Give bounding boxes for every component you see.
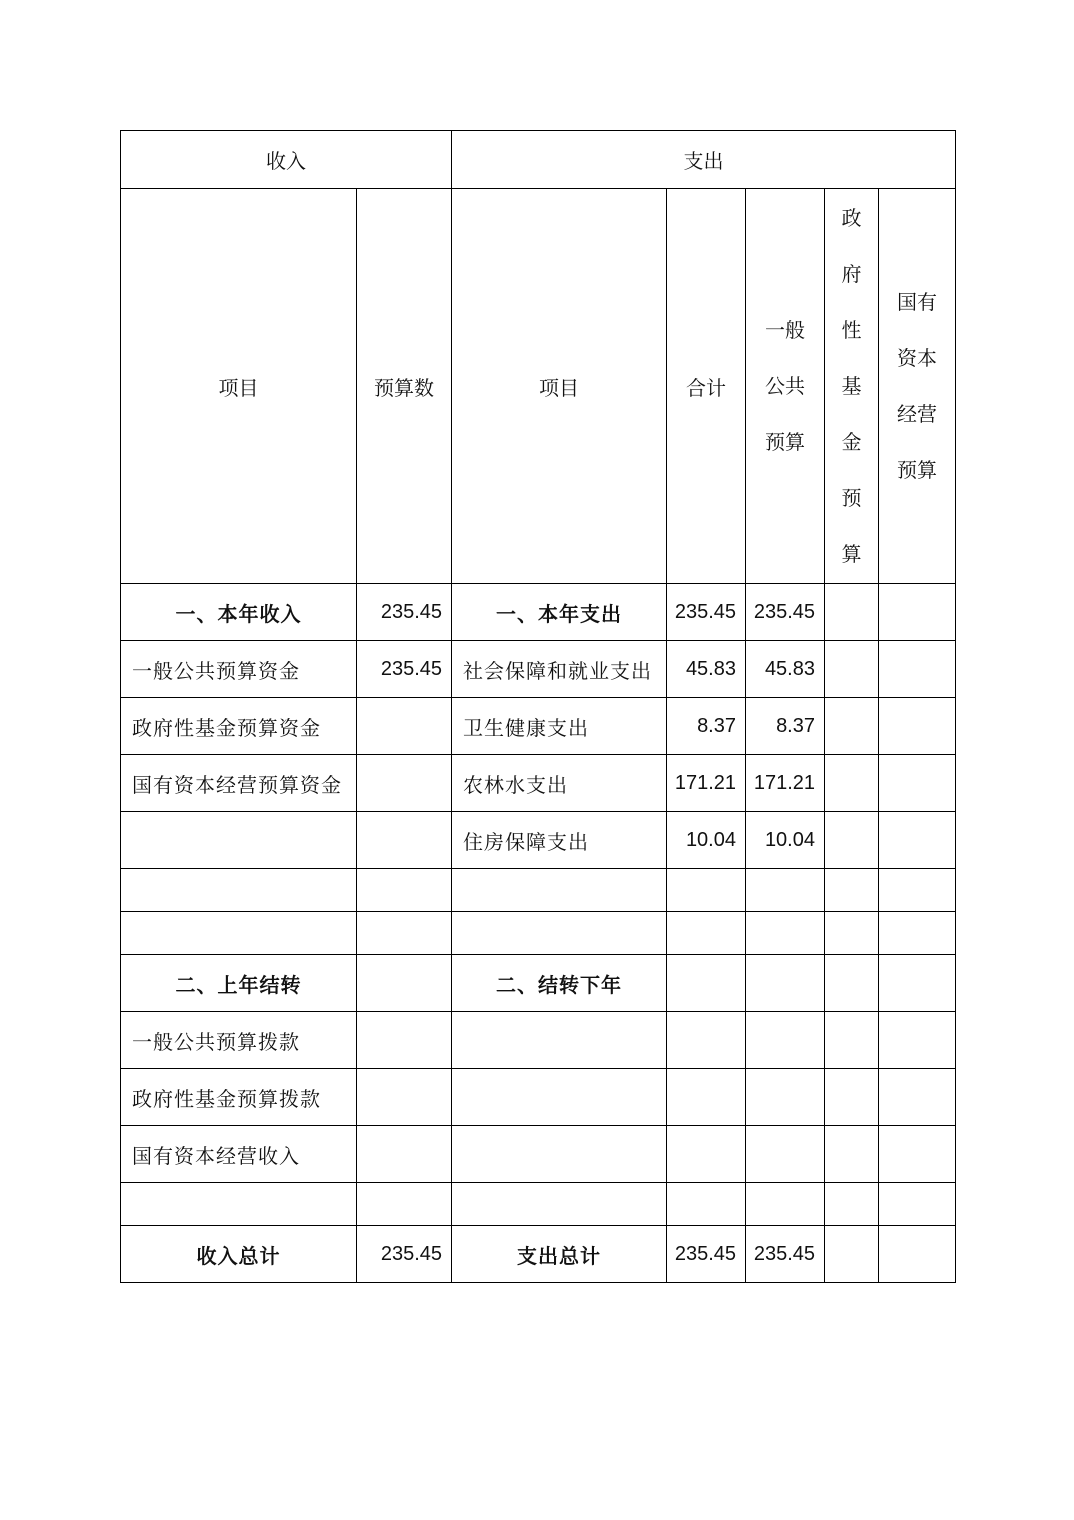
expense-fund-budget-cell [825, 1183, 879, 1226]
expense-total-cell [667, 869, 746, 912]
expense-state-capital-cell [879, 1126, 956, 1183]
income-item-cell: 一般公共预算拨款 [121, 1012, 357, 1069]
income-amount-cell: 235.45 [357, 584, 452, 641]
expense-item-header: 项目 [452, 189, 667, 584]
income-item-cell: 一般公共预算资金 [121, 641, 357, 698]
income-item-cell: 二、上年结转 [121, 955, 357, 1012]
general-budget-header [746, 189, 825, 584]
total-header: 合计 [667, 189, 746, 584]
state-capital-budget-header [879, 189, 956, 584]
expense-state-capital-cell [879, 1226, 956, 1283]
table-row [121, 955, 956, 1012]
expense-fund-budget-cell [825, 1226, 879, 1283]
expense-item-cell [452, 1183, 667, 1226]
table-row [121, 698, 956, 755]
expense-item-cell [452, 1126, 667, 1183]
expense-fund-budget-cell [825, 1012, 879, 1069]
income-item-cell: 政府性基金预算资金 [121, 698, 357, 755]
income-item-cell [121, 912, 357, 955]
expense-item-cell [452, 912, 667, 955]
expense-fund-budget-cell [825, 584, 879, 641]
expense-state-capital-cell [879, 869, 956, 912]
expense-fund-budget-cell [825, 698, 879, 755]
expense-general-budget-cell: 171.21 [746, 755, 825, 812]
income-amount-cell [357, 1183, 452, 1226]
expense-state-capital-cell [879, 1069, 956, 1126]
expense-state-capital-cell [879, 755, 956, 812]
expense-total-cell [667, 1012, 746, 1069]
expense-item-cell [452, 1069, 667, 1126]
income-amount-cell [357, 1069, 452, 1126]
income-amount-cell [357, 869, 452, 912]
expense-item-cell: 社会保障和就业支出 [452, 641, 667, 698]
income-item-cell: 政府性基金预算拨款 [121, 1069, 357, 1126]
budget-amount-header: 预算数 [357, 189, 452, 584]
expense-item-cell: 住房保障支出 [452, 812, 667, 869]
header-line: 政 [841, 206, 862, 230]
income-amount-cell [357, 1126, 452, 1183]
budget-table [120, 130, 956, 1283]
expense-fund-budget-cell [825, 755, 879, 812]
header-line: 基 [841, 374, 862, 398]
header-line: 预算 [765, 430, 805, 454]
expense-fund-budget-cell [825, 869, 879, 912]
expense-total-cell: 171.21 [667, 755, 746, 812]
income-amount-cell [357, 812, 452, 869]
expense-total-cell [667, 1126, 746, 1183]
expense-item-cell [452, 1012, 667, 1069]
expense-general-budget-cell [746, 1069, 825, 1126]
table-row [121, 641, 956, 698]
expense-total-cell [667, 955, 746, 1012]
header-line: 性 [841, 318, 862, 342]
table-row [121, 812, 956, 869]
income-item-cell: 国有资本经营预算资金 [121, 755, 357, 812]
expense-general-budget-cell: 10.04 [746, 812, 825, 869]
income-item-cell [121, 869, 357, 912]
expense-fund-budget-cell [825, 812, 879, 869]
income-item-cell [121, 812, 357, 869]
header-line: 经营 [897, 402, 938, 426]
header-line: 金 [841, 430, 862, 454]
expense-item-cell: 支出总计 [452, 1226, 667, 1283]
table-row [121, 1012, 956, 1069]
header-line: 府 [841, 262, 862, 286]
table-row [121, 869, 956, 912]
expense-general-budget-cell: 235.45 [746, 584, 825, 641]
expense-total-cell [667, 912, 746, 955]
income-amount-cell [357, 912, 452, 955]
header-line: 公共 [765, 374, 805, 398]
expense-total-cell [667, 1183, 746, 1226]
expense-item-cell: 卫生健康支出 [452, 698, 667, 755]
expense-fund-budget-cell [825, 641, 879, 698]
header-line: 算 [841, 542, 862, 566]
fund-budget-header [825, 189, 879, 584]
expense-item-cell: 农林水支出 [452, 755, 667, 812]
expense-general-budget-cell: 235.45 [746, 1226, 825, 1283]
expense-general-budget-cell: 8.37 [746, 698, 825, 755]
table-row [121, 755, 956, 812]
table-row [121, 584, 956, 641]
expense-item-cell: 二、结转下年 [452, 955, 667, 1012]
table-row [121, 1126, 956, 1183]
income-item-cell: 收入总计 [121, 1226, 357, 1283]
expense-general-budget-cell: 45.83 [746, 641, 825, 698]
expense-state-capital-cell [879, 955, 956, 1012]
income-amount-cell [357, 1012, 452, 1069]
expense-total-cell: 8.37 [667, 698, 746, 755]
expense-header: 支出 [452, 131, 956, 189]
header-line: 国有 [897, 290, 938, 314]
expense-general-budget-cell [746, 869, 825, 912]
expense-state-capital-cell [879, 584, 956, 641]
income-item-cell: 国有资本经营收入 [121, 1126, 357, 1183]
expense-state-capital-cell [879, 641, 956, 698]
expense-state-capital-cell [879, 1012, 956, 1069]
expense-fund-budget-cell [825, 1069, 879, 1126]
expense-fund-budget-cell [825, 912, 879, 955]
income-amount-cell [357, 698, 452, 755]
expense-general-budget-cell [746, 1126, 825, 1183]
expense-state-capital-cell [879, 912, 956, 955]
expense-state-capital-cell [879, 1183, 956, 1226]
header-line: 预算 [897, 458, 938, 482]
expense-general-budget-cell [746, 955, 825, 1012]
expense-general-budget-cell [746, 912, 825, 955]
expense-item-cell: 一、本年支出 [452, 584, 667, 641]
income-item-header: 项目 [121, 189, 357, 584]
table-row [121, 1226, 956, 1283]
expense-general-budget-cell [746, 1012, 825, 1069]
expense-state-capital-cell [879, 812, 956, 869]
income-item-cell: 一、本年收入 [121, 584, 357, 641]
expense-fund-budget-cell [825, 955, 879, 1012]
expense-fund-budget-cell [825, 1126, 879, 1183]
income-item-cell [121, 1183, 357, 1226]
expense-item-cell [452, 869, 667, 912]
expense-total-cell: 10.04 [667, 812, 746, 869]
expense-total-cell: 235.45 [667, 1226, 746, 1283]
expense-state-capital-cell [879, 698, 956, 755]
expense-total-cell [667, 1069, 746, 1126]
expense-total-cell: 235.45 [667, 584, 746, 641]
income-amount-cell: 235.45 [357, 641, 452, 698]
income-amount-cell [357, 755, 452, 812]
expense-total-cell: 45.83 [667, 641, 746, 698]
expense-general-budget-cell [746, 1183, 825, 1226]
income-amount-cell: 235.45 [357, 1226, 452, 1283]
header-line: 一般 [765, 318, 805, 342]
header-line: 预 [841, 486, 862, 510]
table-row [121, 912, 956, 955]
income-amount-cell [357, 955, 452, 1012]
table-row [121, 1069, 956, 1126]
header-line: 资本 [897, 346, 938, 370]
income-header: 收入 [121, 131, 452, 189]
table-row [121, 1183, 956, 1226]
